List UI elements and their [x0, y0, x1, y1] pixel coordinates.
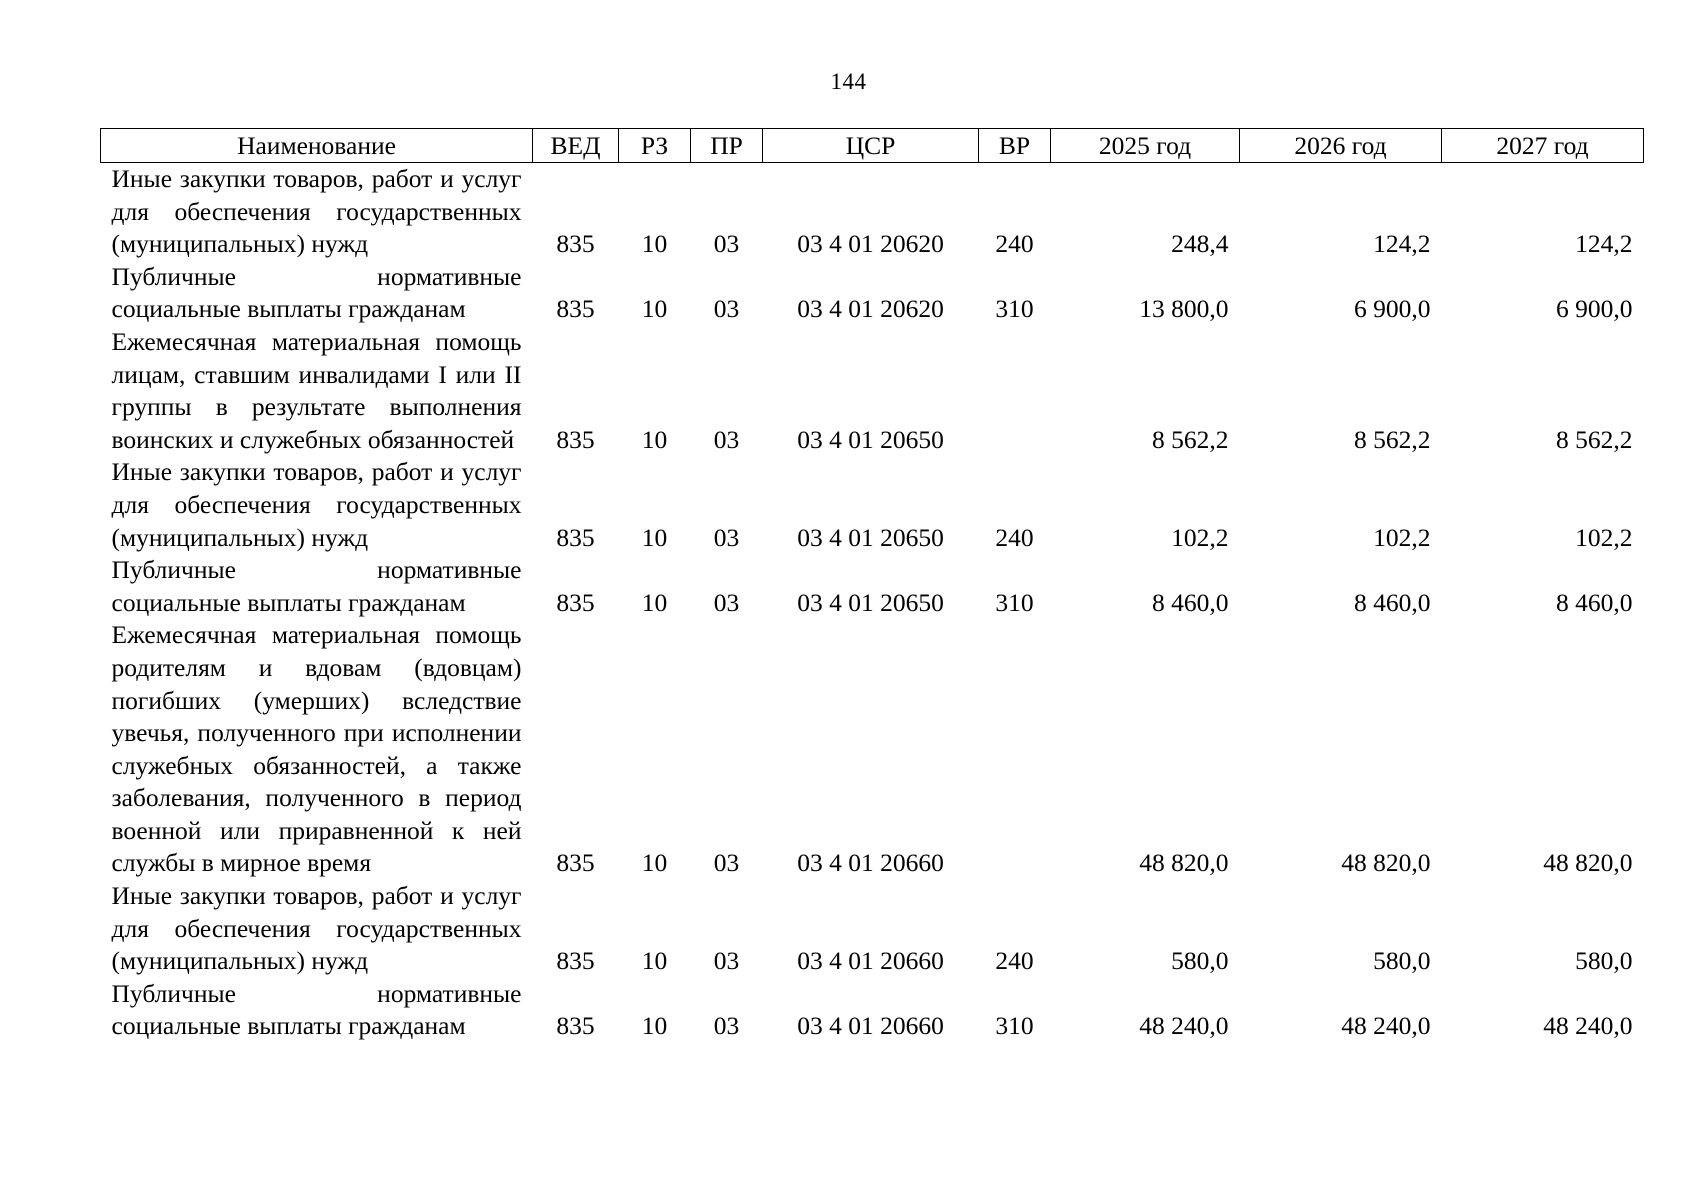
row-csr: 03 4 01 20660 — [797, 946, 944, 976]
row-2025: 13 800,0 — [1139, 294, 1229, 324]
row-ved: 835 — [556, 1011, 595, 1041]
row-rz: 10 — [641, 424, 668, 454]
row-ved: 835 — [556, 946, 595, 976]
row-vr — [979, 619, 1051, 880]
row-rz: 10 — [641, 587, 668, 617]
budget-table — [100, 128, 1644, 1043]
row-ved: 835 — [556, 848, 595, 878]
row-pr: 03 — [713, 294, 740, 324]
row-2025: 48 820,0 — [1139, 848, 1229, 878]
row-2025: 580,0 — [1171, 946, 1229, 976]
row-csr: 03 4 01 20650 — [797, 587, 944, 617]
row-vr: 240 — [995, 229, 1034, 259]
row-2027: 6 900,0 — [1556, 294, 1633, 324]
table-row — [101, 326, 1644, 456]
row-2027: 124,2 — [1575, 229, 1633, 259]
row-2026: 48 240,0 — [1341, 1011, 1431, 1041]
table-row — [101, 456, 1644, 554]
row-pr: 03 — [713, 587, 740, 617]
row-vr: 310 — [995, 1011, 1034, 1041]
row-2026: 8 562,2 — [1354, 424, 1431, 454]
row-vr — [979, 326, 1051, 456]
row-rz: 10 — [641, 522, 668, 552]
row-csr: 03 4 01 20620 — [797, 294, 944, 324]
row-rz: 10 — [641, 1011, 668, 1041]
row-2026: 124,2 — [1373, 229, 1431, 259]
row-pr: 03 — [713, 424, 740, 454]
row-ved: 835 — [556, 522, 595, 552]
row-csr: 03 4 01 20660 — [797, 848, 944, 878]
row-2026: 102,2 — [1373, 522, 1431, 552]
row-csr: 03 4 01 20650 — [797, 522, 944, 552]
row-name: Публичные нормативные социальные выплаты гражданам — [111, 261, 522, 324]
row-rz: 10 — [641, 294, 668, 324]
page-number: 144 — [830, 69, 867, 94]
row-2027: 48 240,0 — [1543, 1011, 1633, 1041]
row-pr: 03 — [713, 522, 740, 552]
row-ved: 835 — [556, 424, 595, 454]
header-2025: 2025 год — [1051, 129, 1240, 163]
table-row — [101, 261, 1644, 326]
header-pr: ПР — [691, 129, 763, 163]
row-vr: 240 — [995, 946, 1034, 976]
row-rz: 10 — [641, 229, 668, 259]
row-2025: 248,4 — [1171, 229, 1229, 259]
row-2025: 8 562,2 — [1152, 424, 1229, 454]
header-rz: РЗ — [619, 129, 691, 163]
row-2025: 102,2 — [1171, 522, 1229, 552]
row-rz: 10 — [641, 848, 668, 878]
row-2027: 8 460,0 — [1556, 587, 1633, 617]
row-pr: 03 — [713, 229, 740, 259]
row-2027: 580,0 — [1575, 946, 1633, 976]
row-name: Ежемесячная материальная помощь родителям и вдовам (вдовцам) погибших (умерших) вследствие увечья, полученного при исполнении служебных обязанностей, а также заболевания, полученного в период военной или приравненной к ней службы в мирное время — [111, 620, 522, 878]
table-row — [101, 880, 1644, 978]
row-rz: 10 — [641, 946, 668, 976]
row-pr: 03 — [713, 1011, 740, 1041]
row-pr: 03 — [713, 946, 740, 976]
row-2025: 48 240,0 — [1139, 1011, 1229, 1041]
table-header-row — [101, 129, 1644, 163]
row-2025: 8 460,0 — [1152, 587, 1229, 617]
header-2027: 2027 год — [1442, 129, 1644, 163]
row-vr: 310 — [995, 587, 1034, 617]
row-2026: 580,0 — [1373, 946, 1431, 976]
row-csr: 03 4 01 20620 — [797, 229, 944, 259]
row-pr: 03 — [713, 848, 740, 878]
header-2026: 2026 год — [1240, 129, 1442, 163]
row-name: Публичные нормативные социальные выплаты гражданам — [111, 555, 522, 617]
row-vr: 310 — [995, 294, 1034, 324]
header-ved: ВЕД — [533, 129, 619, 163]
row-csr: 03 4 01 20660 — [797, 1011, 944, 1041]
header-vr: ВР — [979, 129, 1051, 163]
row-ved: 835 — [556, 294, 595, 324]
table-row — [101, 554, 1644, 619]
row-2026: 8 460,0 — [1354, 587, 1431, 617]
header-name: Наименование — [101, 129, 533, 163]
row-ved: 835 — [556, 229, 595, 259]
table-row — [101, 163, 1644, 261]
row-2026: 48 820,0 — [1341, 848, 1431, 878]
row-ved: 835 — [556, 587, 595, 617]
row-name: Иные закупки товаров, работ и услуг для обеспечения государственных (муниципальных) нужд — [111, 164, 522, 259]
table-row — [101, 978, 1644, 1043]
header-csr: ЦСР — [763, 129, 979, 163]
row-name: Иные закупки товаров, работ и услуг для обеспечения государственных (муниципальных) нужд — [111, 457, 522, 552]
table-row — [101, 619, 1644, 880]
row-vr: 240 — [995, 522, 1034, 552]
row-2027: 8 562,2 — [1556, 424, 1633, 454]
row-name: Иные закупки товаров, работ и услуг для обеспечения государственных (муниципальных) нужд — [111, 881, 522, 976]
row-2027: 48 820,0 — [1543, 848, 1633, 878]
row-2026: 6 900,0 — [1354, 294, 1431, 324]
row-name: Публичные нормативные социальные выплаты гражданам — [111, 978, 522, 1041]
row-2027: 102,2 — [1575, 522, 1633, 552]
row-csr: 03 4 01 20650 — [797, 424, 944, 454]
row-name: Ежемесячная материальная помощь лицам, ставшим инвалидами I или II группы в результате выполнения воинских и служебных обязанностей — [111, 326, 522, 454]
